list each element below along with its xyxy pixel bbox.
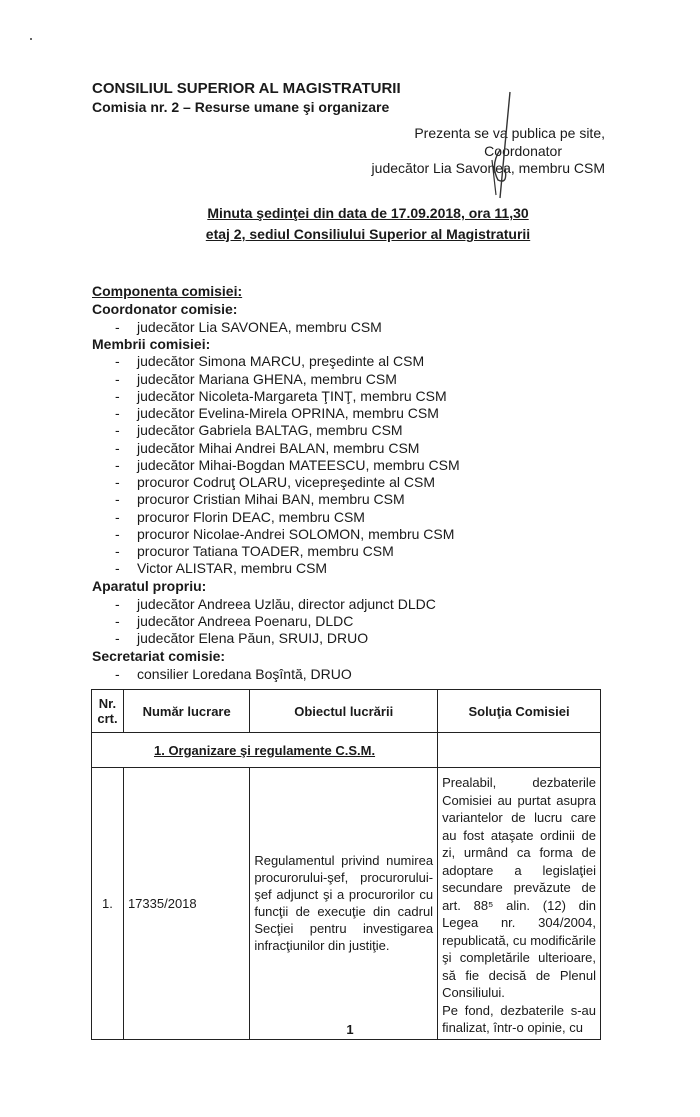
list-item: - procuror Nicolae-Andrei SOLOMON, membru CSM bbox=[115, 526, 454, 542]
list-item: - judecător Elena Păun, SRUIJ, DRUO bbox=[115, 630, 368, 646]
list-item: - judecător Andreea Poenaru, DLDC bbox=[115, 613, 353, 629]
org-name: CONSILIUL SUPERIOR AL MAGISTRATURII bbox=[92, 80, 401, 97]
commission-name: Comisia nr. 2 – Resurse umane şi organizare bbox=[92, 99, 390, 115]
page-number: 1 bbox=[346, 1022, 354, 1037]
list-item: - procuror Tatiana TOADER, membru CSM bbox=[115, 543, 394, 559]
list-item: - judecător Lia SAVONEA, membru CSM bbox=[115, 319, 382, 335]
row-solutia bbox=[438, 768, 601, 1040]
group-empty-cell bbox=[438, 733, 601, 768]
composition-heading: Componenta comisiei: bbox=[92, 283, 243, 299]
list-item: - judecător Mihai-Bogdan MATEESCU, membru CSM bbox=[115, 457, 460, 473]
row-obiect: Regulamentul privind numirea procurorului-şef, procurorului-şef adjunct şi a procurorilor cu funcţii de execuţie din cadrul Secţiei pentru investigarea infracţiunilor din justiţie. bbox=[250, 768, 438, 1040]
header-solutia: Soluţia Comisiei bbox=[438, 690, 601, 733]
coordinator-name: judecător Lia Savonea, membru CSM bbox=[371, 160, 605, 176]
table-row bbox=[92, 768, 601, 1040]
list-item: - judecător Simona MARCU, preşedinte al CSM bbox=[115, 353, 424, 369]
works-table bbox=[91, 689, 601, 1040]
list-item: - judecător Evelina-Mirela OPRINA, membru CSM bbox=[115, 405, 439, 421]
row-numar: 17335/2018 bbox=[123, 768, 249, 1040]
scan-speck bbox=[30, 38, 32, 40]
table-group-row bbox=[92, 733, 601, 768]
list-item: - consilier Loredana Boşîntă, DRUO bbox=[115, 666, 352, 682]
members-heading: Membrii comisiei: bbox=[92, 336, 211, 352]
list-item: - procuror Cristian Mihai BAN, membru CSM bbox=[115, 491, 405, 507]
list-item: - procuror Codruţ OLARU, vicepreşedinte al CSM bbox=[115, 474, 435, 490]
list-item: - judecător Mihai Andrei BALAN, membru CSM bbox=[115, 440, 419, 456]
list-item: - judecător Mariana GHENA, membru CSM bbox=[115, 371, 397, 387]
staff-heading: Aparatul propriu: bbox=[92, 578, 207, 594]
minutes-location: etaj 2, sediul Consiliului Superior al Magistraturii bbox=[205, 226, 531, 242]
secretariat-heading: Secretariat comisie: bbox=[92, 648, 226, 664]
header-numar: Număr lucrare bbox=[123, 690, 249, 733]
header-nr: Nr. crt. bbox=[92, 690, 124, 733]
solutia-text: Prealabil, dezbaterile Comisiei au purtat asupra variantelor de lucru care au fost ataşate ordinii de zi, urmând ca forma de adoptare a legislaţiei secundare prevăzute de art. 88⁵ alin. (12) din Legea nr. 304/2004, republicată, cu modificările şi completările ulterioare, să fie decisă de Plenul Consiliului. bbox=[442, 775, 596, 1000]
minutes-title: Minuta şedinţei din data de 17.09.2018, ora 11,30 bbox=[207, 205, 529, 221]
table-header-row bbox=[92, 690, 601, 733]
handwritten-signature bbox=[470, 90, 530, 200]
list-item: - judecător Gabriela BALTAG, membru CSM bbox=[115, 422, 403, 438]
list-item: - judecător Nicoleta-Margareta ŢINŢ, membru CSM bbox=[115, 388, 447, 404]
header-obiect: Obiectul lucrării bbox=[250, 690, 438, 733]
coordinator-heading: Coordonator comisie: bbox=[92, 301, 238, 317]
list-item: - procuror Florin DEAC, membru CSM bbox=[115, 509, 365, 525]
publish-notice: Prezenta se va publica pe site, bbox=[414, 125, 605, 141]
list-item: - judecător Andreea Uzlău, director adjunct DLDC bbox=[115, 596, 436, 612]
coordinator-label: Coordonator bbox=[484, 143, 562, 159]
solutia-continued: Pe fond, dezbaterile s-au finalizat, într-o opinie, cu bbox=[442, 1002, 596, 1035]
group-title: 1. Organizare şi regulamente C.S.M. bbox=[92, 733, 438, 768]
list-item: - Victor ALISTAR, membru CSM bbox=[115, 560, 327, 576]
row-nr: 1. bbox=[92, 768, 124, 1040]
